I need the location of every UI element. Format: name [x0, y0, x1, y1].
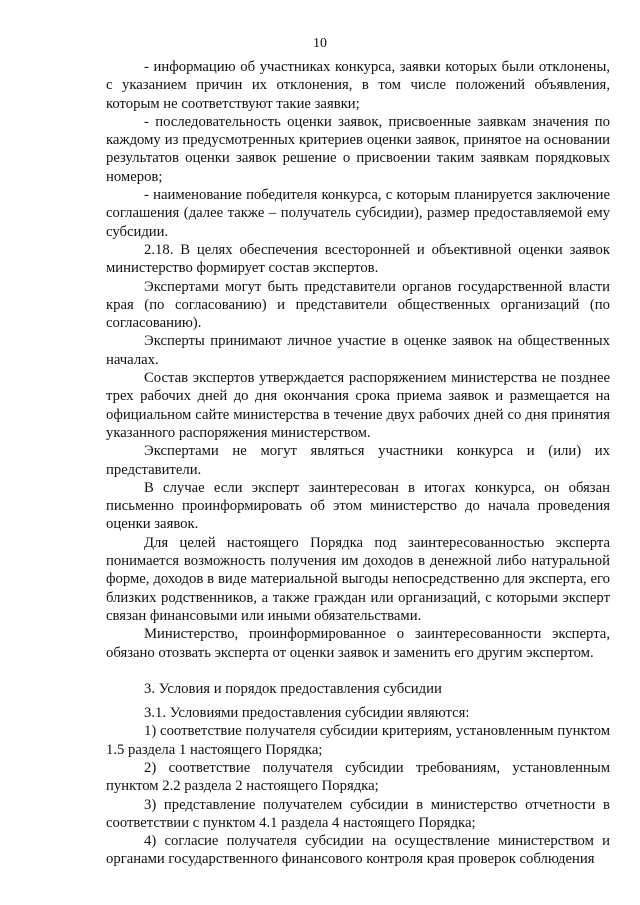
page-number: 10	[313, 36, 327, 51]
paragraph: - наименование победителя конкурса, с которым планируется заключение соглашения (далее также – получатель субсидии), размер предоставляемой ему субсидии.	[106, 187, 610, 240]
document-body	[106, 58, 610, 869]
paragraph: - последовательность оценки заявок, присвоенные заявкам значения по каждому из предусмотренных критериев оценки заявок, принятое на основании результатов оценки заявок решение о присвоении таким заявкам порядковых номеров;	[106, 113, 610, 185]
paragraph: 1) соответствие получателя субсидии критериям, установленным пунктом 1.5 раздела 1 настоящего Порядка;	[106, 723, 610, 758]
paragraph: 3.1. Условиями предоставления субсидии являются:	[144, 705, 470, 722]
paragraph: Для целей настоящего Порядка под заинтересованностью эксперта понимается возможность получения им доходов в денежной либо натуральной форме, доходов в виде материальной выгоды непосредственно для эксперта, его близких родственников, а также граждан или организаций, с которыми эксперт связан финансовыми или иными обязательствами.	[106, 534, 610, 624]
paragraph: Эксперты принимают личное участие в оценке заявок на общественных началах.	[106, 333, 610, 368]
paragraph: 2.18. В целях обеспечения всесторонней и объективной оценки заявок министерство формирует состав экспертов.	[106, 241, 610, 277]
paragraph: - информацию об участниках конкурса, заявки которых были отклонены, с указанием причин их отклонения, в том числе положений объявления, которым не соответствуют такие заявки;	[106, 59, 610, 112]
paragraph: Экспертами не могут являться участники конкурса и (или) их представители.	[106, 443, 610, 478]
paragraph: Министерство, проинформированное о заинтересованности эксперта, обязано отозвать эксперта от оценки заявок и заменить его другим экспертом.	[106, 626, 610, 661]
paragraph: 2) соответствие получателя субсидии требованиям, установленным пунктом 2.2 раздела 2 настоящего Порядка;	[106, 759, 610, 795]
paragraph: Экспертами могут быть представители органов государственной власти края (по согласованию) и представители общественных организаций (по согласованию).	[106, 278, 610, 332]
paragraph: 3) представление получателем субсидии в министерство отчетности в соответствии с пунктом 4.1 раздела 4 настоящего Порядка;	[106, 796, 610, 831]
paragraph: В случае если эксперт заинтересован в итогах конкурса, он обязан письменно проинформировать об этом министерство до начала проведения оценки заявок.	[106, 479, 610, 533]
paragraph: Состав экспертов утверждается распоряжением министерства не позднее трех рабочих дней до дня окончания срока приема заявок и размещается на официальном сайте министерства в течение двух рабочих дней со дня принятия указанного распоряжения министерством.	[106, 370, 610, 441]
paragraph: 4) согласие получателя субсидии на осуществление министерством и органами государственного финансового контроля края проверок соблюдения	[106, 833, 610, 868]
section-title: 3. Условия и порядок предоставления субсидии	[144, 680, 442, 697]
